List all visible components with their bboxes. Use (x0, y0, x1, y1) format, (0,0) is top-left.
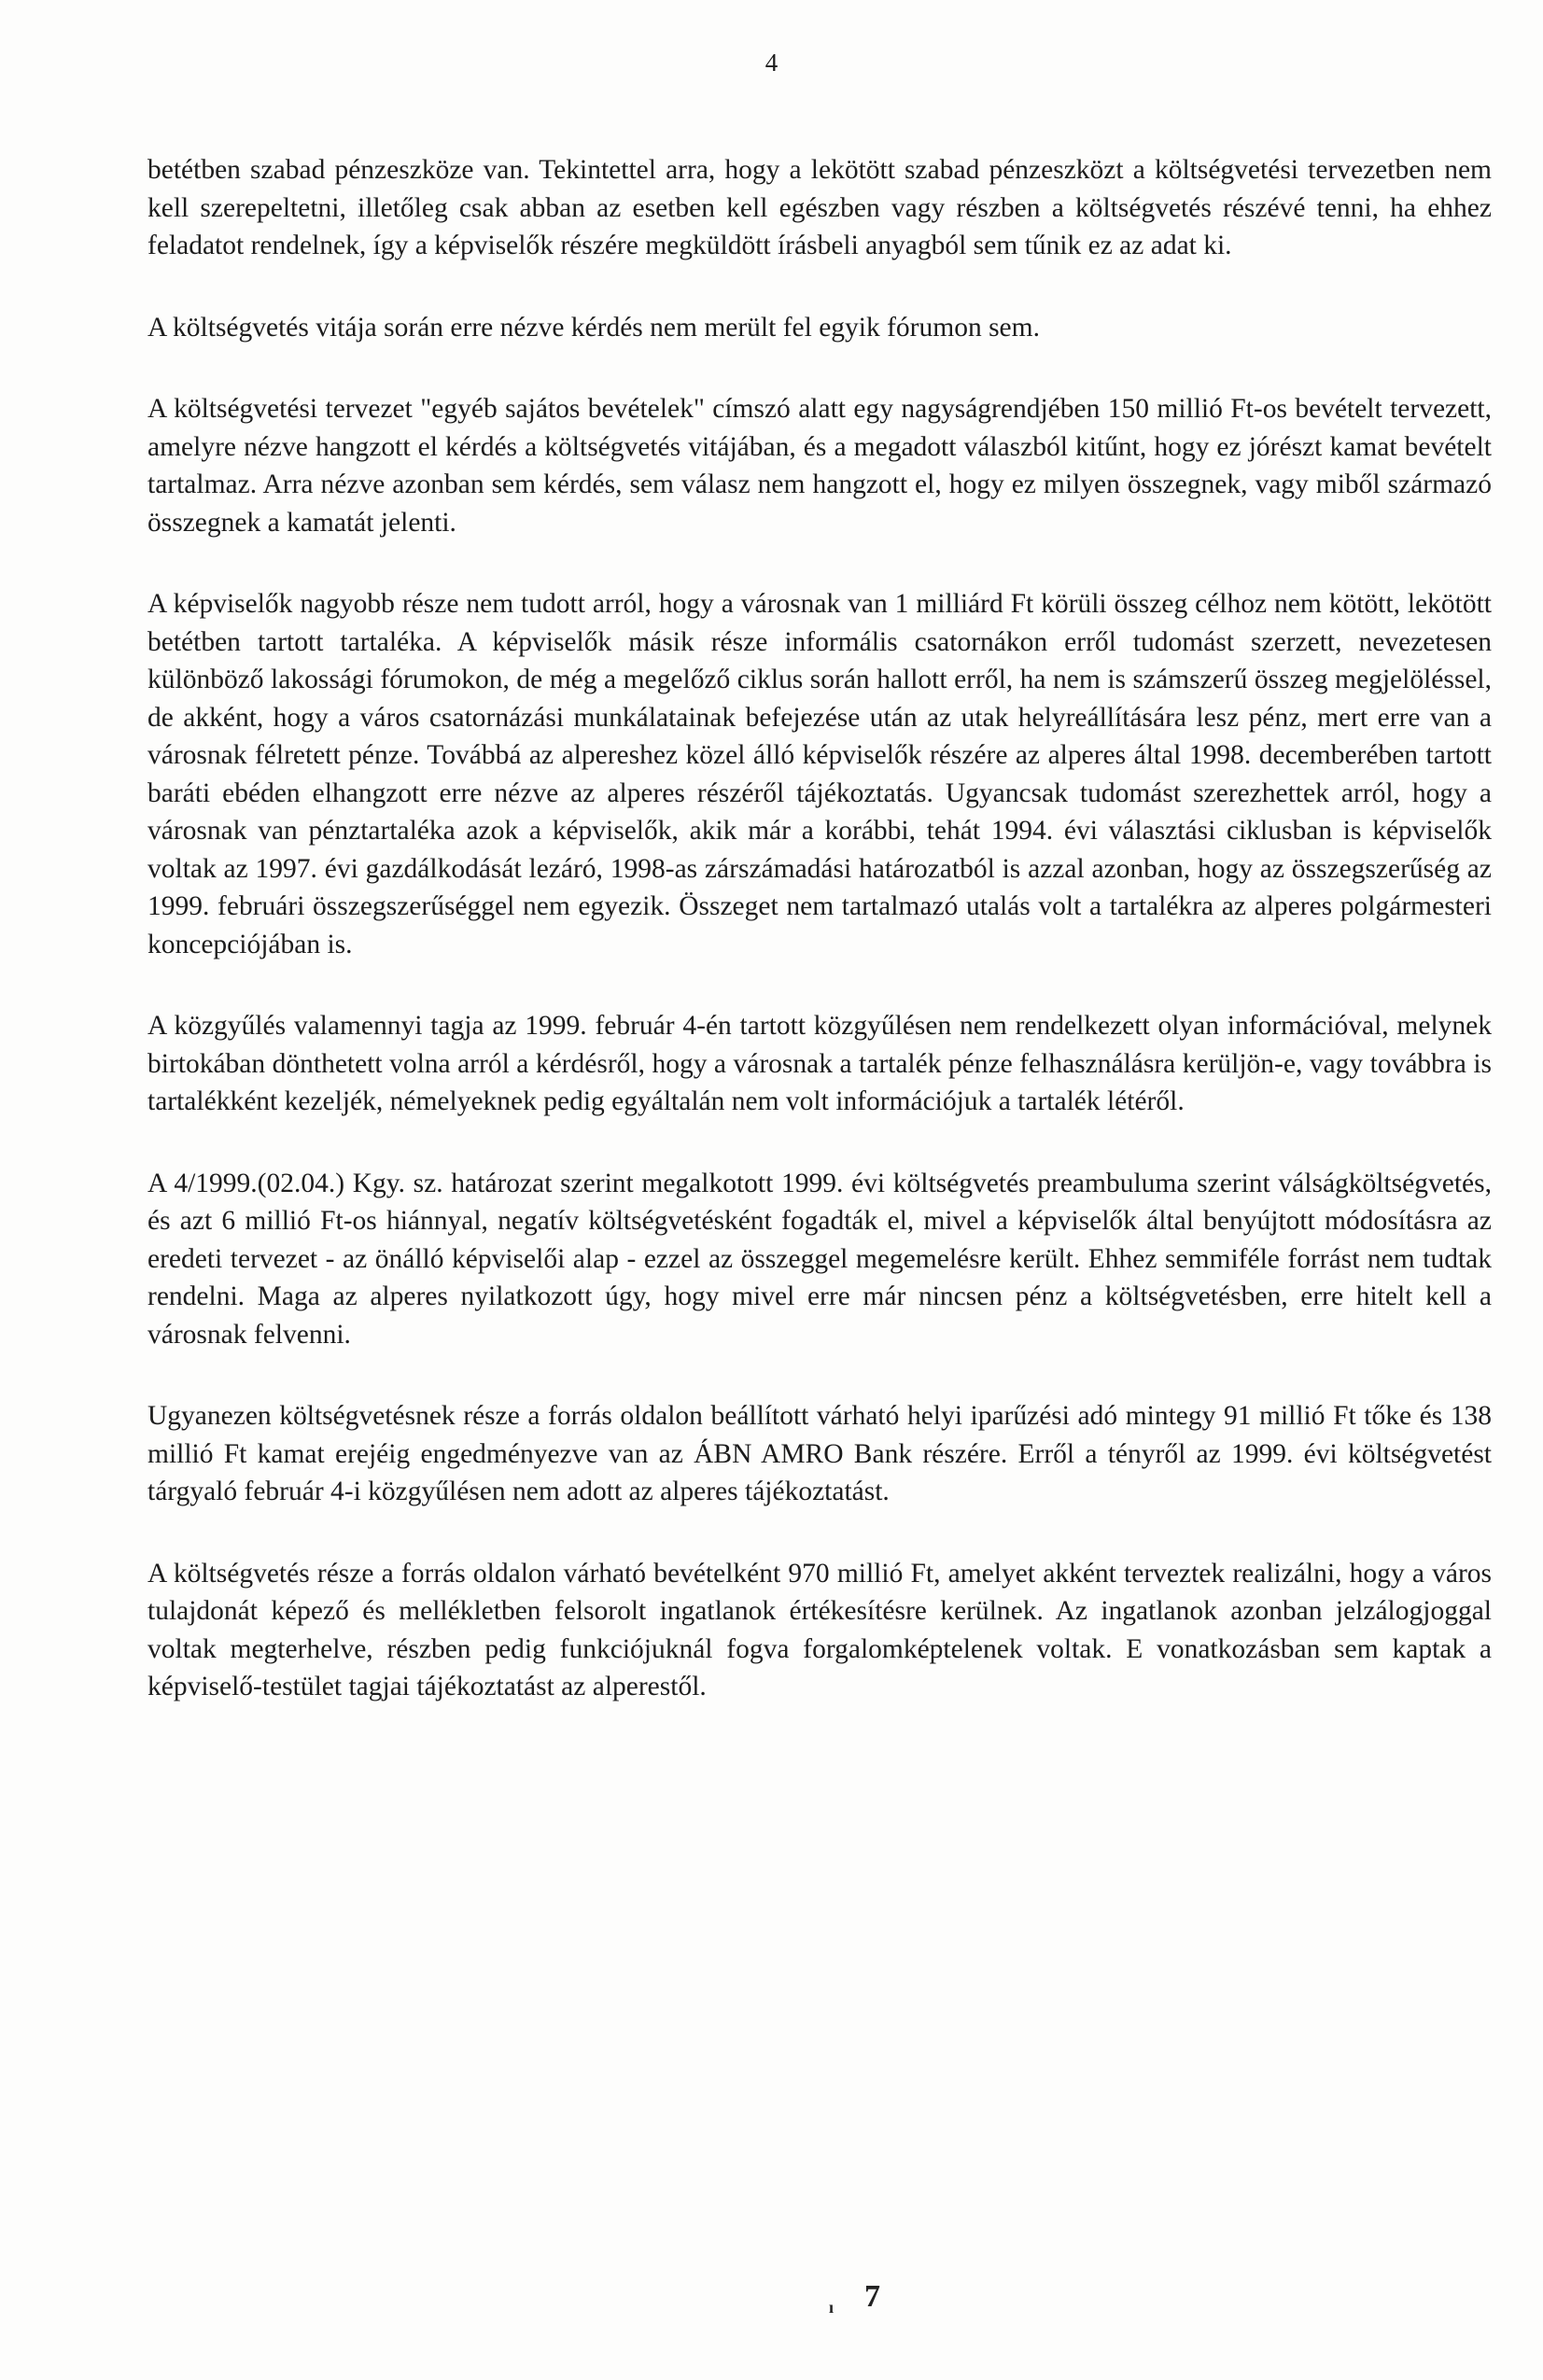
handwritten-mark: 7 (864, 2279, 880, 2314)
paragraph-6: A 4/1999.(02.04.) Kgy. sz. határozat szerint megalkotott 1999. évi költségvetés preambuluma szerint válságköltségvetés, és azt 6 millió Ft-os hiánnyal, negatív költségvetésként fogadták el, mivel a képviselők által benyújtott módosításra az eredeti tervezet - az önálló képviselői alap - ezzel az összeggel megemelésre került. Ehhez semmiféle forrást nem tudtak rendelni. Maga az alperes nyilatkozott úgy, hogy mivel erre már nincsen pénz a költségvetésben, erre hitelt kell a városnak felvenni. (147, 1168, 1492, 1350)
paragraph-8: A költségvetés része a forrás oldalon várható bevételként 970 millió Ft, amelyet akként terveztek realizálni, hogy a város tulajdonát képező és mellékletben felsorolt ingatlanok értékesítésre kerülnek. Az ingatlanok azonban jelzálogjoggal voltak megterhelve, részben pedig funkciójuknál fogva forgalomképtelenek voltak. E vonatkozásban sem kaptak a képviselő-testület tagjai tájékoztatást az alperestől. (147, 1558, 1492, 1701)
document-body (147, 151, 1492, 1750)
handwritten-dot-mark: ı (829, 2298, 835, 2317)
paragraph-1: betétben szabad pénzeszköze van. Tekintettel arra, hogy a lekötött szabad pénzeszközt a költségvetési tervezetben nem kell szerepeltetni, illetőleg csak abban az esetben kell egészben vagy részben a költségvetés részévé tenni, ha ehhez feladatot rendelnek, így a képviselők részére megküldött írásbeli anyagból sem tűnik ez az adat ki. (147, 155, 1492, 260)
page-number: 4 (764, 49, 779, 77)
paragraph-3: A költségvetési tervezet "egyéb sajátos bevételek" címszó alatt egy nagyságrendjében 150 millió Ft-os bevételt tervezett, amelyre nézve hangzott el kérdés a költségvetés vitájában, és a megadott válaszból kitűnt, hogy ez jórészt kamat bevételt tartalmaz. Arra nézve azonban sem kérdés, sem válasz nem hangzott el, hogy ez milyen összegnek, vagy miből származó összegnek a kamatát jelenti. (147, 394, 1492, 538)
paragraph-2: A költségvetés vitája során erre nézve kérdés nem merült fel egyik fórumon sem. (147, 312, 1040, 343)
paragraph-4: A képviselők nagyobb része nem tudott arról, hogy a városnak van 1 milliárd Ft körüli összeg célhoz nem kötött, lekötött betétben tartott tartaléka. A képviselők másik része informális csatornákon erről tudomást szerzett, nevezetesen különböző lakossági fórumokon, de még a megelőző ciklus során hallott erről, ha nem is számszerű összeg megjelöléssel, de akként, hogy a város csatornázási munkálatainak befejezése után az utak helyreállítására lesz pénz, mert erre van a városnak félretett pénze. Továbbá az alpereshez közel álló képviselők részére az alperes által 1998. decemberében tartott baráti ebéden elhangzott erre nézve az alperes részéről tájékoztatás. Ugyancsak tudomást szerezhettek arról, hogy a városnak van pénztartaléka azok a képviselők, akik már a korábbi, tehát 1994. évi választási ciklusban is képviselők voltak az 1997. évi gazdálkodását lezáró, 1998-as zárszámadási határozatból is azzal azonban, hogy az összegszerűség az 1999. februári összegszerűséggel nem egyezik. Összeget nem tartalmazó utalás volt a tartalékra az alperes polgármesteri koncepciójában is. (147, 589, 1492, 959)
paragraph-7: Ugyanezen költségvetésnek része a forrás oldalon beállított várható helyi iparűzési adó mintegy 91 millió Ft tőke és 138 millió Ft kamat erejéig engedményezve van az ÁBN AMRO Bank részére. Erről a tényről az 1999. évi költségvetést tárgyaló február 4-i közgyűlésen nem adott az alperes tájékoztatást. (147, 1401, 1492, 1506)
paragraph-5: A közgyűlés valamennyi tagja az 1999. február 4-én tartott közgyűlésen nem rendelkezett olyan információval, melynek birtokában dönthetett volna arról a kérdésről, hogy a városnak a tartalék pénze felhasználásra kerüljön-e, vagy továbbra is tartalékként kezeljék, némelyeknek pedig egyáltalán nem volt információjuk a tartalék létéről. (147, 1011, 1492, 1116)
